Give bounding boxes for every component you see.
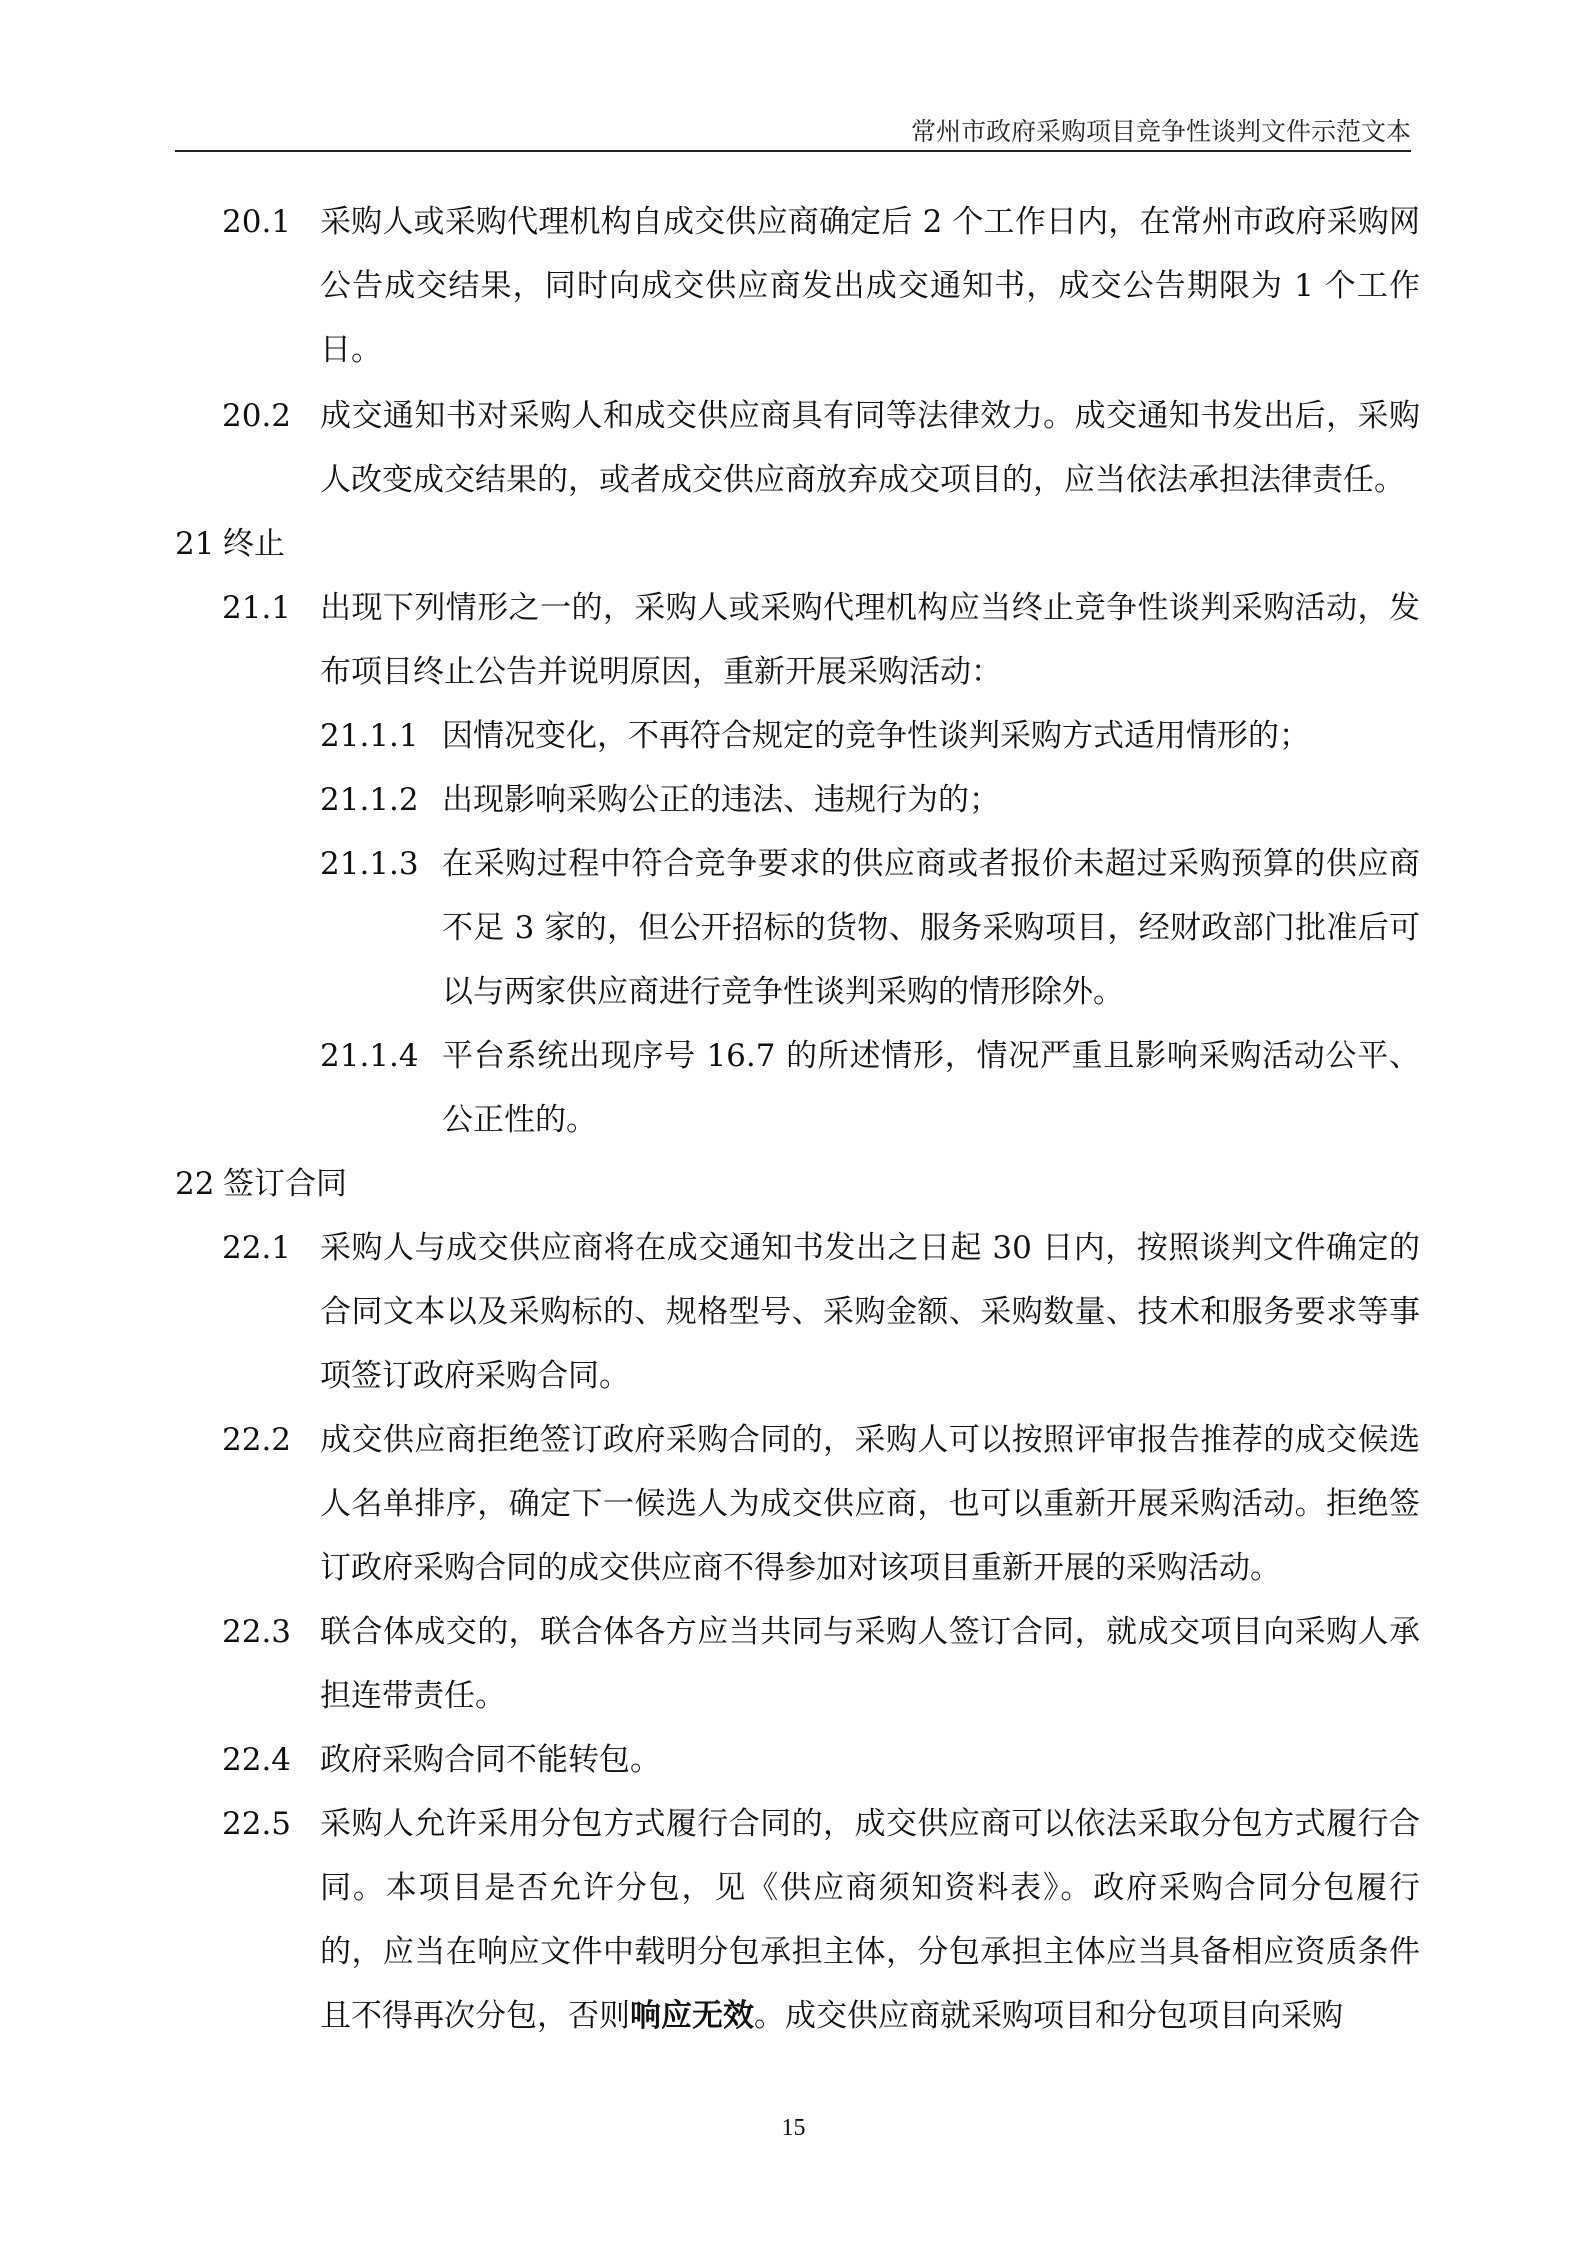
clause-number: 21.1.3 <box>320 846 419 882</box>
clause-21-1-4 <box>0 1024 1587 1152</box>
document-body <box>0 190 1587 2048</box>
clause-text: 平台系统出现序号 16.7 的所述情形，情况严重且影响采购活动公平、公正性的。 <box>442 1038 1420 1138</box>
clause-21-1-3 <box>0 832 1587 1024</box>
clause-22-5 <box>0 1792 1587 2048</box>
clause-text-part: 采购人允许采用分包方式履行合同的，成交供应商可以依法采取分包方式履行合同。本项目是否允许分包，见《供应商须知资料表》。政府采购合同分包履行的，应当在响应文件中载明分包承担主体，分包承担主体应当具备相应资质条件且不得再次分包，否则 <box>320 1806 1420 2034</box>
clause-text: 在采购过程中符合竞争要求的供应商或者报价未超过采购预算的供应商不足 3 家的，但公开招标的货物、服务采购项目，经财政部门批准后可以与两家供应商进行竞争性谈判采购的情形除外。 <box>442 846 1420 1010</box>
clause-number: 20.2 <box>222 398 292 434</box>
clause-text: 成交通知书对采购人和成交供应商具有同等法律效力。成交通知书发出后，采购人改变成交结果的，或者成交供应商放弃成交项目的，应当依法承担法律责任。 <box>320 398 1420 498</box>
clause-22-3 <box>0 1600 1587 1728</box>
clause-22-2 <box>0 1408 1587 1600</box>
clause-22-1 <box>0 1216 1587 1408</box>
clause-number: 21.1.2 <box>320 782 419 818</box>
clause-number: 22.3 <box>222 1614 292 1650</box>
clause-text-part: 。成交供应商就采购项目和分包项目向采购 <box>754 1998 1343 2034</box>
clause-text: 出现下列情形之一的，采购人或采购代理机构应当终止竞争性谈判采购活动，发布项目终止公告并说明原因，重新开展采购活动： <box>320 590 1420 690</box>
clause-21-1-2 <box>0 768 1587 832</box>
section-number: 22 <box>175 1166 215 1202</box>
clause-number: 22.1 <box>222 1230 292 1266</box>
emphasis-text: 响应无效 <box>630 1998 754 2034</box>
clause-number: 22.2 <box>222 1422 292 1458</box>
clause-number: 22.5 <box>222 1806 292 1842</box>
clause-number: 21.1.1 <box>320 718 419 754</box>
section-number: 21 <box>175 526 215 562</box>
page-number: 15 <box>781 2115 806 2141</box>
header-title: 常州市政府采购项目竞争性谈判文件示范文本 <box>910 117 1411 146</box>
section-22-heading <box>0 1152 1587 1216</box>
clause-text: 采购人或采购代理机构自成交供应商确定后 2 个工作日内，在常州市政府采购网公告成交结果，同时向成交供应商发出成交通知书，成交公告期限为 1 个工作日。 <box>320 204 1420 368</box>
clause-21-1-1 <box>0 704 1587 768</box>
clause-text <box>320 1792 1420 2048</box>
clause-22-4 <box>0 1728 1587 1792</box>
clause-text: 政府采购合同不能转包。 <box>320 1742 661 1778</box>
clause-text: 成交供应商拒绝签订政府采购合同的，采购人可以按照评审报告推荐的成交候选人名单排序，确定下一候选人为成交供应商，也可以重新开展采购活动。拒绝签订政府采购合同的成交供应商不得参加对该项目重新开展的采购活动。 <box>320 1422 1420 1586</box>
clause-20-2 <box>0 384 1587 512</box>
clause-number: 21.1.4 <box>320 1038 419 1074</box>
clause-number: 20.1 <box>222 204 292 240</box>
section-title: 签订合同 <box>223 1166 347 1202</box>
section-21-heading <box>0 512 1587 576</box>
section-title: 终止 <box>223 526 285 562</box>
clause-text: 因情况变化，不再符合规定的竞争性谈判采购方式适用情形的； <box>442 718 1310 754</box>
clause-text: 采购人与成交供应商将在成交通知书发出之日起 30 日内，按照谈判文件确定的合同文本以及采购标的、规格型号、采购金额、采购数量、技术和服务要求等事项签订政府采购合同。 <box>320 1230 1420 1394</box>
clause-21-1 <box>0 576 1587 704</box>
clause-text: 出现影响采购公正的违法、违规行为的； <box>442 782 1000 818</box>
clause-20-1 <box>0 190 1587 382</box>
clause-number: 22.4 <box>222 1742 292 1778</box>
page-header <box>175 108 1411 152</box>
clause-number: 21.1 <box>222 590 292 626</box>
clause-text: 联合体成交的，联合体各方应当共同与采购人签订合同，就成交项目向采购人承担连带责任。 <box>320 1614 1420 1714</box>
